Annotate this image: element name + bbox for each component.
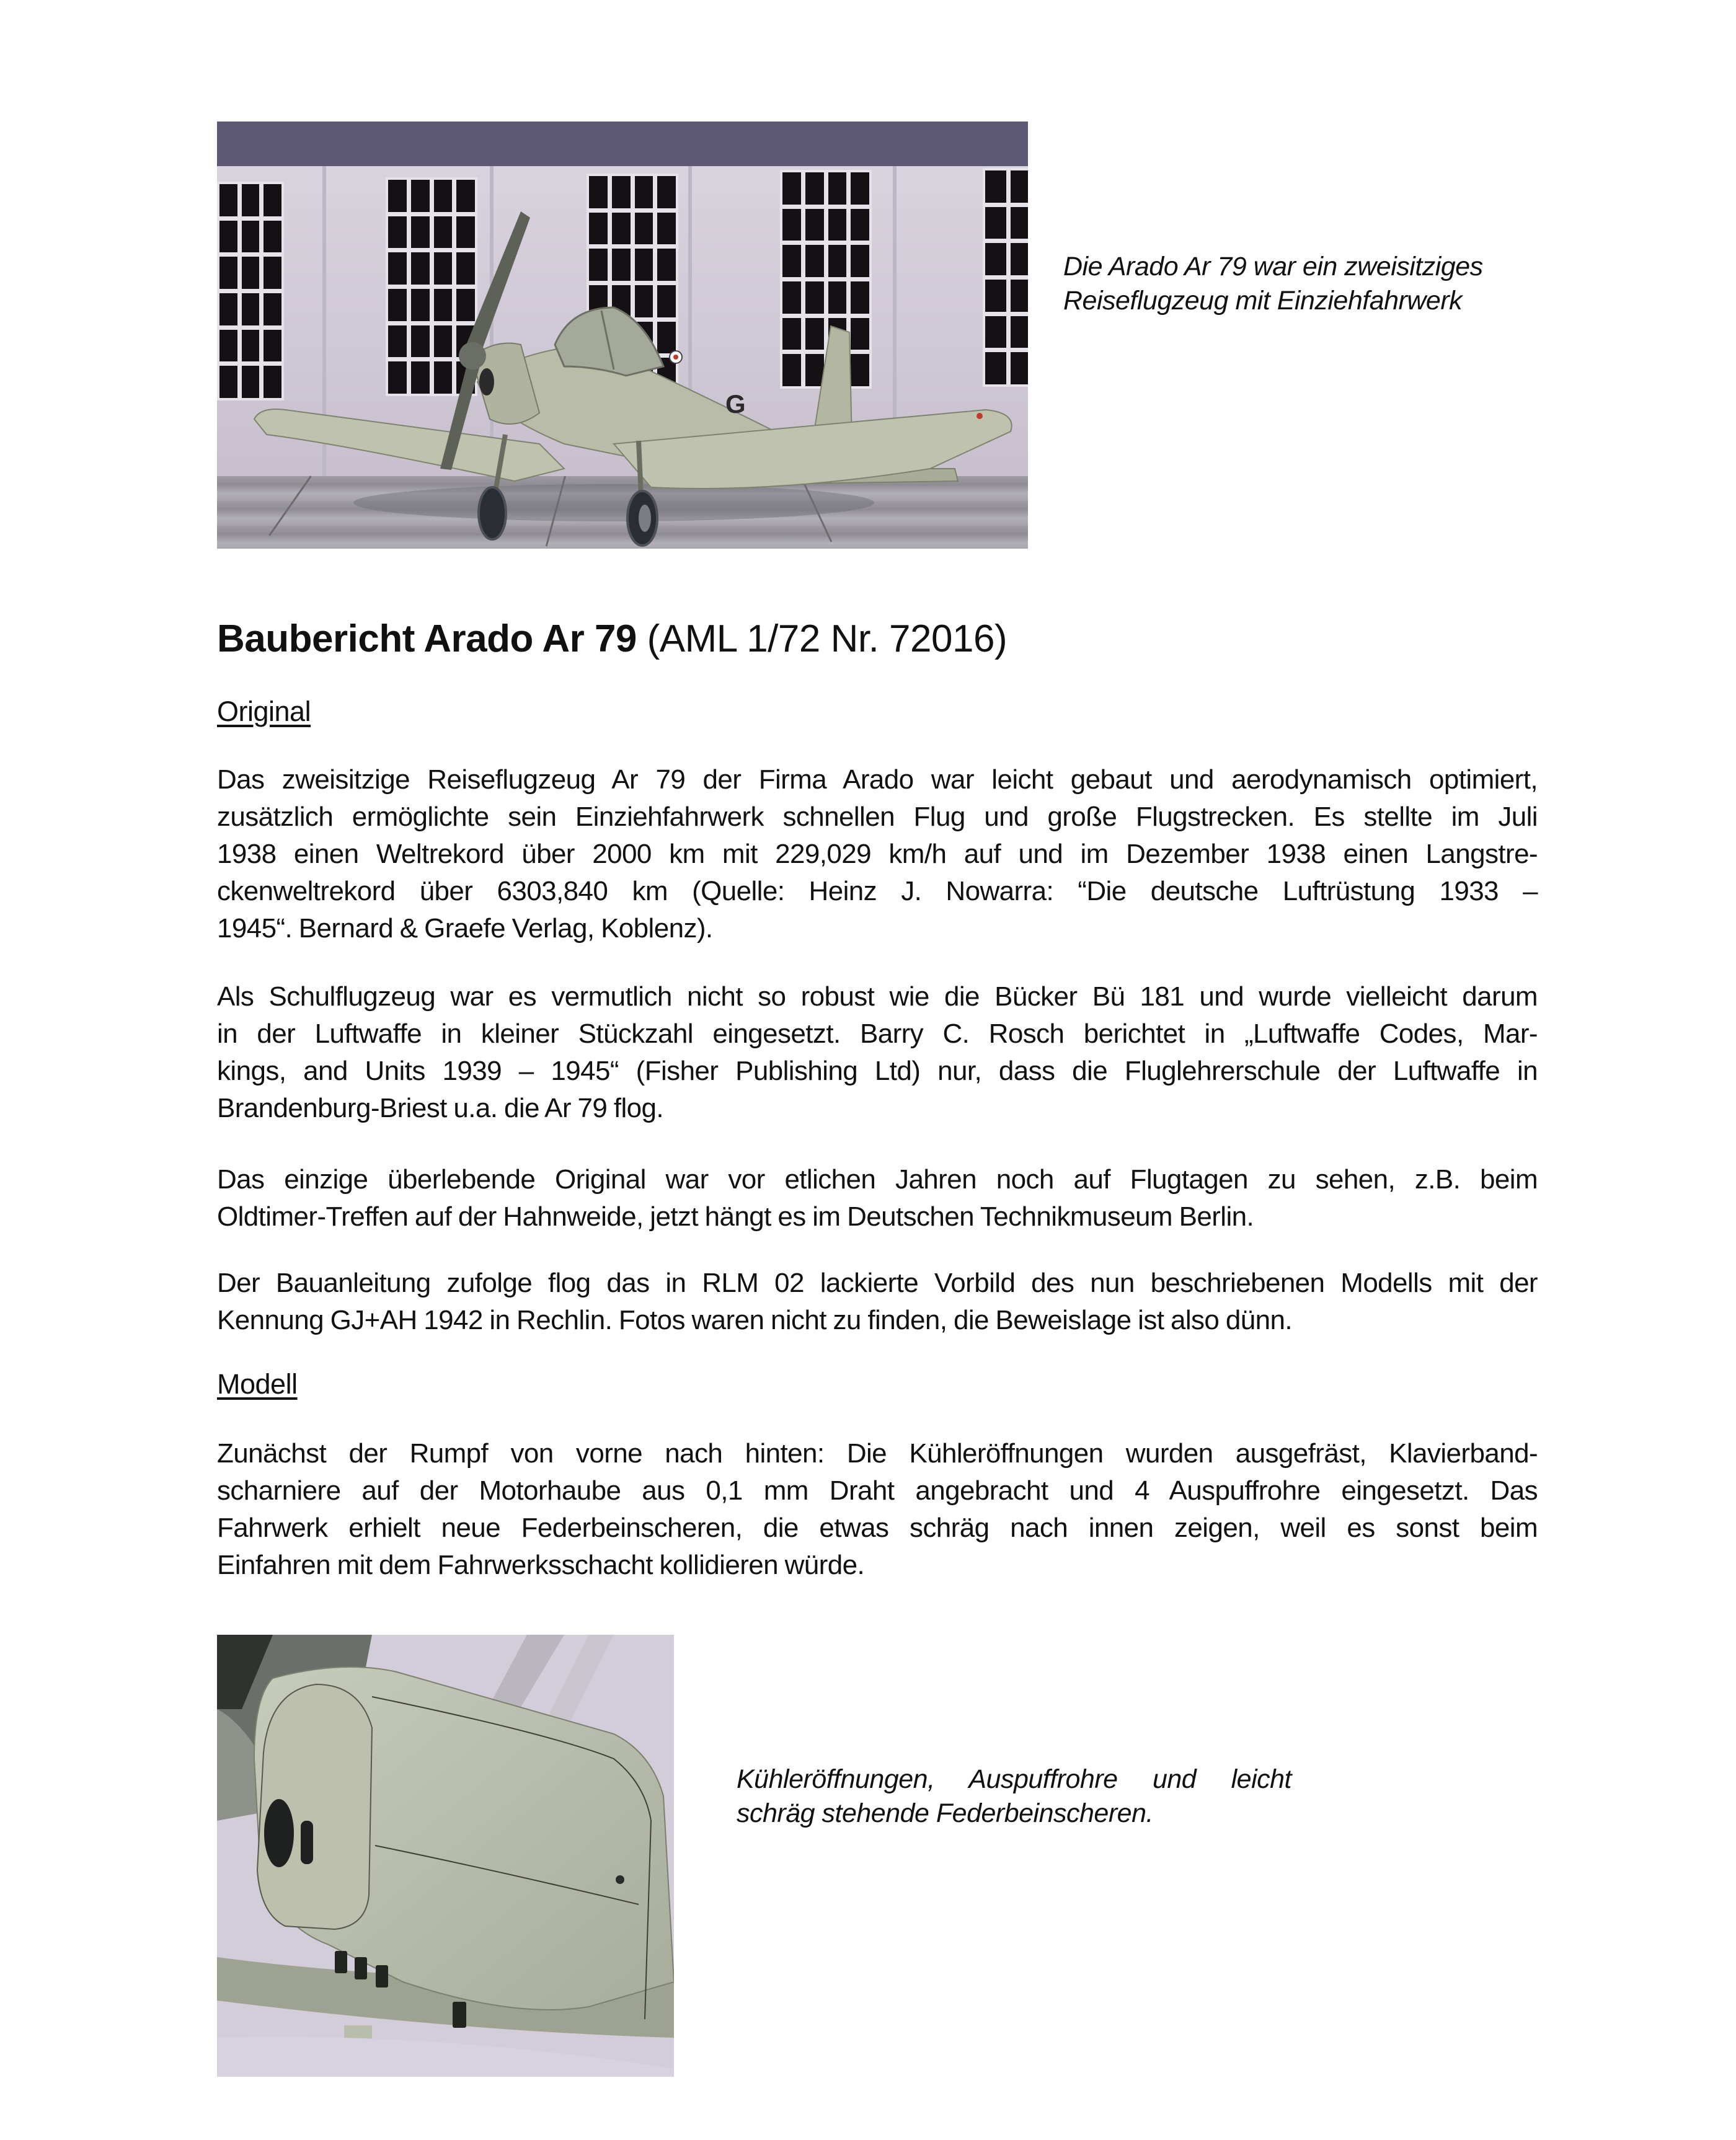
paragraph (217, 1435, 1538, 1584)
text-line: Der Bauanleitung zufolge flog das in RLM 02 lackierte Vorbild des nun beschriebenen Modells mit der (217, 1268, 1538, 1298)
text-line: kings, and Units 1939 – 1945“ (Fisher Publishing Ltd) nur, dass die Fluglehrerschule der Luftwaffe in (217, 1056, 1538, 1086)
paragraph (217, 761, 1538, 947)
text-line: 1945“. Bernard & Graefe Verlag, Koblenz). (217, 913, 713, 944)
paragraph (217, 1161, 1538, 1236)
caption-line: Reiseflugzeug mit Einziehfahrwerk (1063, 286, 1463, 316)
section-heading-original: Original (217, 696, 311, 727)
caption-line: Die Arado Ar 79 war ein zweisitziges (1063, 252, 1483, 281)
text-line: Das zweisitzige Reiseflugzeug Ar 79 der Firma Arado war leicht gebaut und aerodynamisch optimiert, (217, 764, 1538, 795)
text-line: scharniere auf der Motorhaube aus 0,1 mm Draht angebracht und 4 Auspuffrohre eingesetzt. Das (217, 1475, 1538, 1506)
text-line: Als Schulflugzeug war es vermutlich nicht so robust wie die Bücker Bü 181 und wurde vielleicht darum (217, 981, 1538, 1012)
text-line: Einfahren mit dem Fahrwerksschacht kollidieren würde. (217, 1550, 865, 1580)
aircraft-photo (217, 122, 1028, 549)
paragraph (217, 978, 1538, 1127)
text-line: Kennung GJ+AH 1942 in Rechlin. Fotos waren nicht zu finden, die Beweislage ist also dünn. (217, 1305, 1293, 1335)
title-subtitle: (AML 1/72 Nr. 72016) (647, 617, 1008, 660)
section-heading-modell: Modell (217, 1368, 298, 1400)
text-line: in der Luftwaffe in kleiner Stückzahl eingesetzt. Barry C. Rosch berichtet in „Luftwaffe Codes, Mar- (217, 1019, 1538, 1049)
text-line: Brandenburg-Briest u.a. die Ar 79 flog. (217, 1093, 664, 1123)
text-line: 1938 einen Weltrekord über 2000 km mit 229,029 km/h auf und im Dezember 1938 einen Langstre- (217, 839, 1538, 869)
text-line: Fahrwerk erhielt neue Federbeinscheren, die etwas schräg nach innen zeigen, weil es sonst beim (217, 1513, 1538, 1543)
caption-line: schräg stehende Federbeinscheren. (737, 1798, 1153, 1828)
title-bold: Baubericht Arado Ar 79 (217, 617, 637, 660)
text-line: Zunächst der Rumpf von vorne nach hinten: Die Kühleröffnungen wurden ausgefräst, Klavierband- (217, 1438, 1538, 1469)
caption-line: Kühleröffnungen, Auspuffrohre und leicht (737, 1764, 1291, 1794)
page-title (217, 616, 1007, 663)
top-image-caption (1063, 250, 1621, 318)
text-line: ckenweltrekord über 6303,840 km (Quelle: Heinz J. Nowarra: “Die deutsche Luftrüstung 1933 – (217, 876, 1538, 906)
cowling-detail-photo (217, 1635, 674, 2077)
text-line: Oldtimer-Treffen auf der Hahnweide, jetzt hängt es im Deutschen Technikmuseum Berlin. (217, 1201, 1254, 1232)
bottom-image-caption (737, 1762, 1295, 1831)
paragraph (217, 1265, 1538, 1339)
text-line: zusätzlich ermöglichte sein Einziehfahrwerk schnellen Flug und große Flugstrecken. Es stellte im Juli (217, 802, 1538, 832)
text-line: Das einzige überlebende Original war vor etlichen Jahren noch auf Flugtagen zu sehen, z.B. beim (217, 1164, 1538, 1195)
svg-text:G: G (725, 389, 746, 418)
